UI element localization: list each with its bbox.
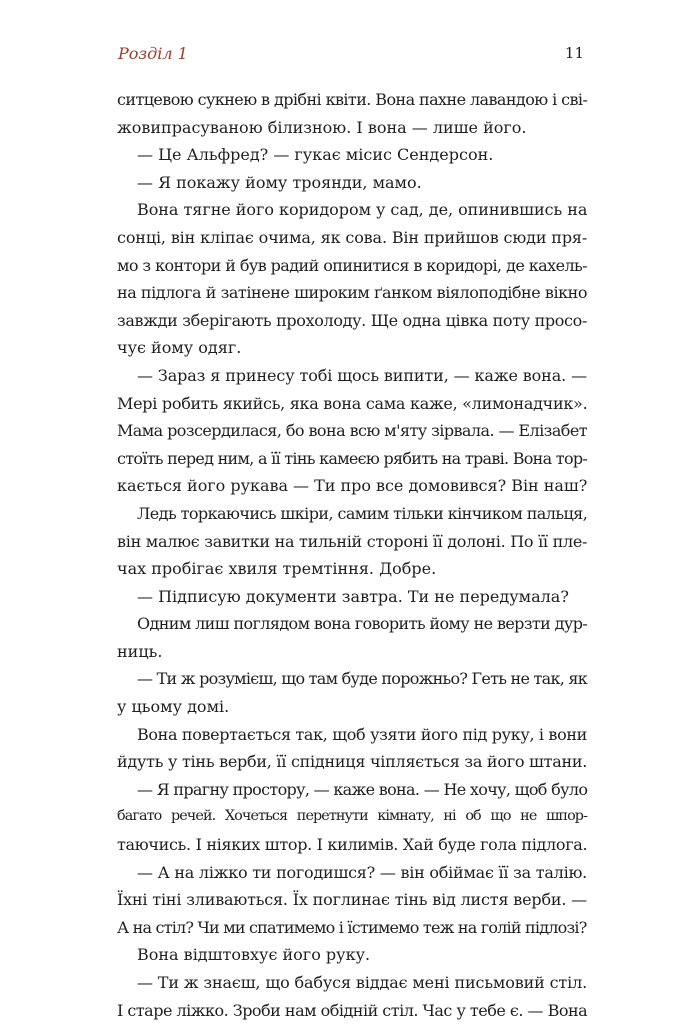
text-line: Їхні тіні зливаються. Їх поглинає тінь від листя верби. — <box>117 890 587 910</box>
text-line: Мері робить якийсь, яка вона сама каже, «лимонадчик». <box>117 393 588 413</box>
text-line: сонці, він кліпає очима, як сова. Він прийшов сюди пря- <box>117 227 588 247</box>
text-line: завжди зберігають прохолоду. Ще одна цівка поту просо- <box>117 310 587 330</box>
text-line: — Ти ж розумієш, що там буде порожньо? Геть не так, як <box>137 669 588 689</box>
text-line: чує йому одяг. <box>117 338 242 358</box>
text-line: він малює завитки на тильній стороні її долоні. По її пле- <box>117 531 588 551</box>
text-line: у цьому домі. <box>117 697 230 717</box>
text-line: — Я прагну простору, — каже вона. — Не хочу, щоб було <box>137 779 588 799</box>
text-line: Мама розсердилася, бо вона всю м'яту зірвала. — Елізабет <box>117 421 588 441</box>
running-head <box>118 44 584 66</box>
text-line: А на стіл? Чи ми спатимемо і їстимемо теж на голій підлозі? <box>117 917 587 937</box>
text-line: кається його рукава — Ти про все домовився? Він наш? <box>117 476 588 496</box>
text-line: стоїть перед ним, а її тінь камеєю рябить на траві. Вона тор- <box>117 448 588 468</box>
text-line: на підлога й затінене широким ґанком віялоподібне вікно <box>117 283 588 303</box>
chapter-label: Розділ 1 <box>118 44 188 63</box>
text-line: — Підписую документи завтра. Ти не передумала? <box>137 586 569 606</box>
text-line: таючись. І ніяких штор. І килимів. Хай буде гола підлога. <box>117 835 588 855</box>
text-line: Вона тягне його коридором у сад, де, опинившись на <box>137 200 588 220</box>
text-line: йдуть у тінь верби, її спідниця чіпляється за його штани. <box>117 752 588 772</box>
text-line: — Зараз я принесу тобі щось випити, — каже вона. — <box>137 365 587 385</box>
text-line: — А на ліжко ти погодишся? — він обіймає її за талію. <box>137 862 587 882</box>
text-line: мо з контори й був радий опинитися в коридорі, де кахель- <box>117 255 588 275</box>
text-line: Вона повертається так, щоб узяти його під руку, і вони <box>137 724 587 744</box>
text-line: чах пробігає хвиля тремтіння. Добре. <box>117 559 437 579</box>
text-line: жовипрасуваною білизною. І вона — лише його. <box>117 117 527 137</box>
text-line: — Це Альфред? — гукає місис Сендерсон. <box>137 145 494 165</box>
text-line: Вона відштовхує його руку. <box>137 945 371 965</box>
text-line: Одним лиш поглядом вона говорить йому не верзти дур- <box>137 614 588 634</box>
page-number: 11 <box>564 44 584 62</box>
text-line: — Я покажу йому троянди, мамо. <box>137 172 422 192</box>
text-line: ситцевою сукнею в дрібні квіти. Вона пахне лавандою і сві- <box>117 90 588 109</box>
text-line: багато речей. Хочеться перетнути кімнату, ні об що не шпор- <box>117 808 587 825</box>
text-line: ниць. <box>117 641 163 661</box>
text-line: — Ти ж знаєш, що бабуся віддає мені письмовий стіл. <box>137 973 588 992</box>
text-line: Ледь торкаючись шкіри, самим тільки кінчиком пальця, <box>137 503 588 523</box>
text-line: І старе ліжко. Зроби нам обідній стіл. Час у тебе є. — Вона <box>117 1000 588 1020</box>
body-text <box>117 86 587 1024</box>
